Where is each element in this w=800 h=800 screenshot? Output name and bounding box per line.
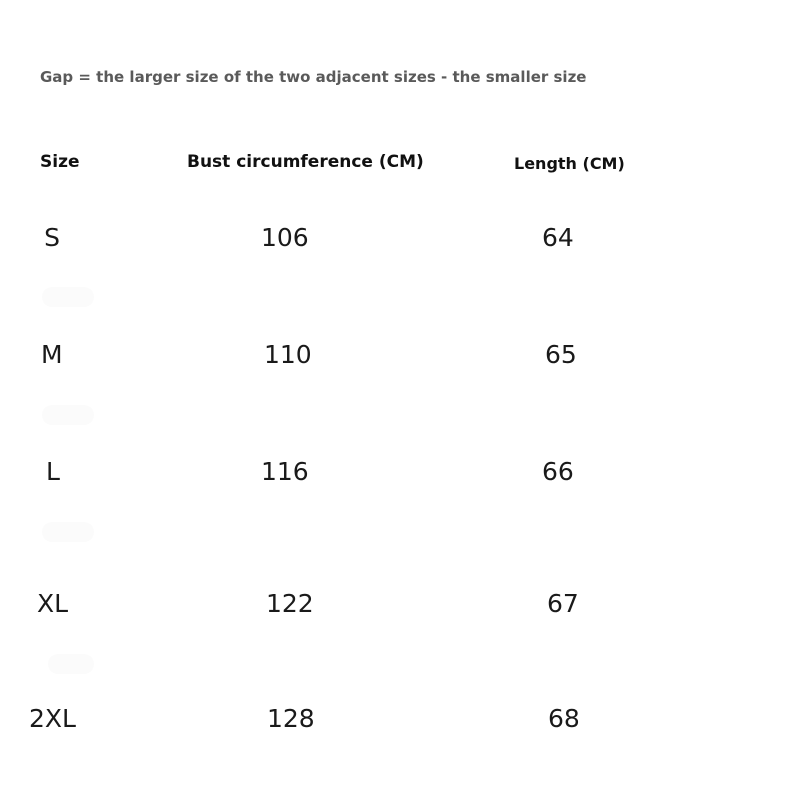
size-value: XL — [37, 589, 69, 618]
faint-smudge — [48, 654, 94, 674]
bust-value: 122 — [266, 589, 314, 618]
header-size: Size — [40, 152, 80, 172]
faint-smudge — [42, 287, 94, 307]
size-value: S — [44, 223, 60, 252]
header-bust: Bust circumference (CM) — [187, 152, 424, 172]
bust-value: 106 — [261, 223, 309, 252]
table-row — [0, 584, 800, 624]
table-row — [0, 218, 800, 258]
table-row — [0, 452, 800, 492]
length-value: 64 — [542, 223, 574, 252]
faint-smudge — [42, 405, 94, 425]
header-length: Length (CM) — [514, 154, 625, 173]
bust-value: 110 — [264, 340, 312, 369]
faint-smudge — [42, 522, 94, 542]
size-value: 2XL — [29, 704, 76, 733]
gap-note: Gap = the larger size of the two adjacent sizes - the smaller size — [40, 68, 587, 86]
length-value: 66 — [542, 457, 574, 486]
length-value: 65 — [545, 340, 577, 369]
bust-value: 116 — [261, 457, 309, 486]
size-value: L — [46, 457, 60, 486]
table-row — [0, 335, 800, 375]
length-value: 67 — [547, 589, 579, 618]
bust-value: 128 — [267, 704, 315, 733]
length-value: 68 — [548, 704, 580, 733]
size-value: M — [41, 340, 63, 369]
table-row — [0, 699, 800, 739]
